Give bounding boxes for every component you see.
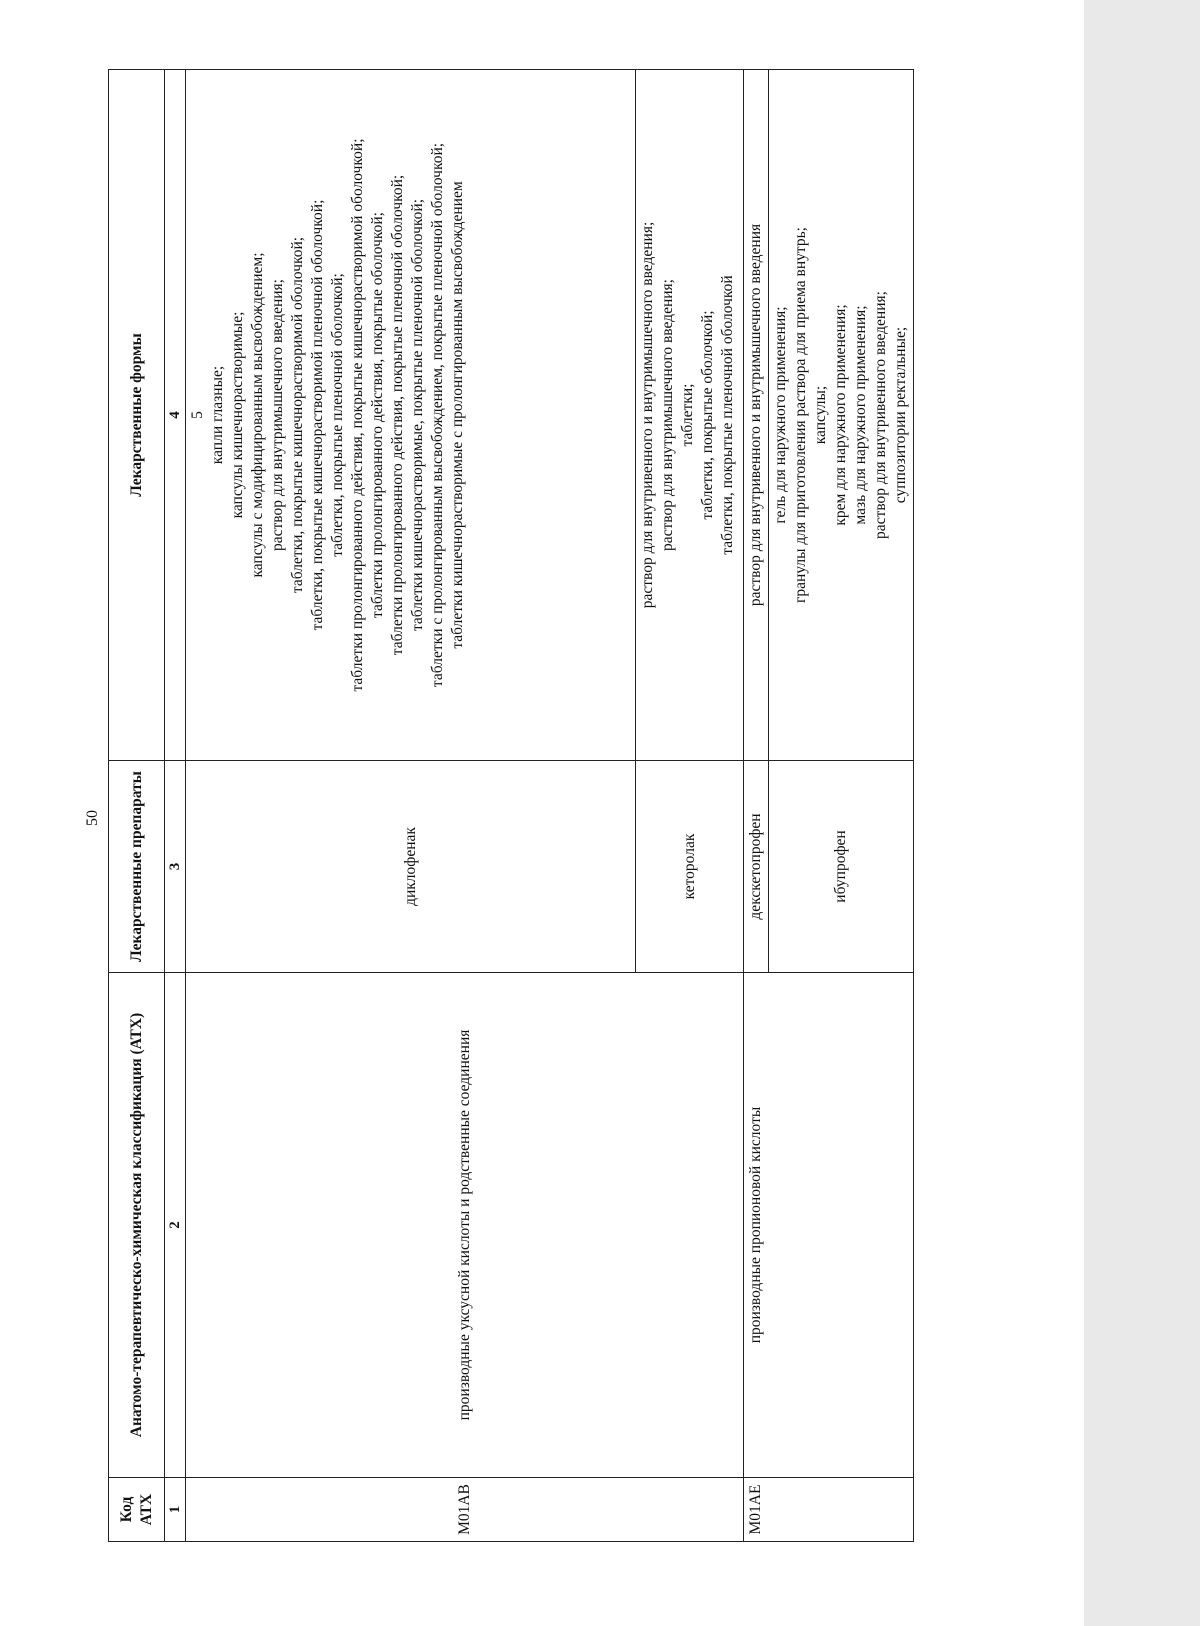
form-item: таблетки пролонгированного действия, покрытые пленочной оболочкой; [389, 174, 406, 656]
form-item: таблетки, покрытые кишечнорастворимой пленочной оболочкой; [309, 199, 326, 631]
header-row [109, 70, 165, 1542]
form-item: таблетки кишечнорастворимые с пролонгированным высвобождением [449, 181, 466, 649]
drug-forms [636, 70, 744, 761]
form-item: таблетки, покрытые оболочкой; [699, 310, 716, 520]
form-item: суппозитории ректальные; [892, 326, 909, 504]
form-item: гель для наружного применения; [772, 306, 789, 524]
form-item: капсулы; [812, 385, 829, 445]
form-item: мазь для наружного применения; [852, 305, 869, 525]
form-item: раствор для внутривенного и внутримышечного введения [747, 223, 764, 607]
drug-name: ибупрофен [769, 761, 914, 973]
table-row [744, 70, 769, 1542]
header-classification: Анатомо-терапевтическо-химическая классификация (АТХ) [109, 973, 165, 1478]
form-item: раствор для внутривенного введения; [872, 291, 889, 539]
drug-forms [769, 70, 914, 761]
form-item: таблетки пролонгированного действия, покрытые оболочкой; [369, 212, 386, 618]
page-number: 50 [84, 810, 101, 826]
atx-classification: производные пропионовой кислоты [744, 973, 914, 1478]
drug-table [108, 69, 914, 1542]
header-forms: Лекарственные формы [109, 70, 165, 761]
form-item: капсулы кишечнорастворимые; [229, 311, 246, 519]
form-item: раствор для внутривенного и внутримышечного введения; [639, 221, 656, 609]
form-item: раствор для внутримышечного введения; [269, 279, 286, 551]
form-item: таблетки, покрытые пленочной оболочкой; [329, 273, 346, 557]
drug-name: декскетопрофен [744, 761, 769, 973]
column-number: 2 [165, 973, 186, 1478]
header-preparations: Лекарственные препараты [109, 761, 165, 973]
form-item: раствор для внутримышечного введения; [659, 279, 676, 551]
form-item: таблетки с пролонгированным высвобождением, покрытые пленочной оболочкой; [429, 142, 446, 688]
drug-name: кеторолак [636, 761, 744, 973]
drug-forms [744, 70, 769, 761]
header-code: Код АТХ [109, 1478, 165, 1542]
atx-classification: производные уксусной кислоты и родственные соединения [186, 973, 744, 1478]
atx-code: M01AE [744, 1478, 914, 1542]
rotated-table-container [108, 70, 909, 1542]
atx-code: M01AB [186, 1478, 744, 1542]
form-item: таблетки; [679, 383, 696, 447]
form-item: таблетки, покрытые кишечнорастворимой оболочкой; [289, 236, 306, 594]
form-item: капсулы с модифицированным высвобождением; [249, 252, 266, 578]
table-row [186, 70, 636, 1542]
form-item: крем для наружного применения; [832, 304, 849, 526]
form-item: гранулы для приготовления раствора для приема внутрь; [792, 227, 809, 604]
form-item: капли глазные; [209, 365, 226, 465]
forms-column-number: 5 [189, 411, 206, 419]
drug-forms [186, 70, 636, 761]
column-number-row [165, 70, 186, 1542]
drug-name: диклофенак [186, 761, 636, 973]
column-number: 1 [165, 1478, 186, 1542]
form-item: таблетки, покрытые пленочной оболочкой [719, 275, 736, 555]
column-number: 3 [165, 761, 186, 973]
form-item: таблетки кишечнорастворимые, покрытые пленочной оболочкой; [409, 198, 426, 632]
column-number: 4 [165, 70, 186, 761]
form-item: таблетки пролонгированного действия, покрытые кишечнорастворимой оболочкой; [349, 138, 366, 692]
